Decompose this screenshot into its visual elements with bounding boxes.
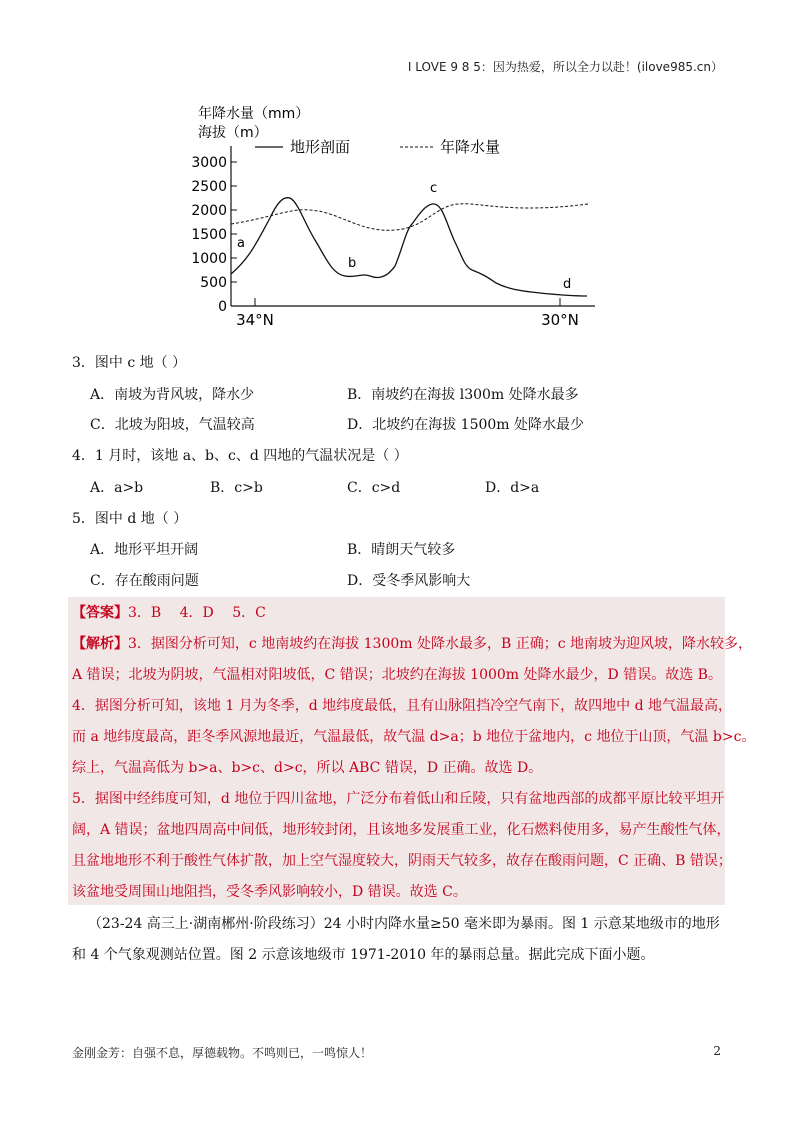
- xtick-34N: 34°N: [236, 311, 274, 329]
- ytick-3000: 3000: [191, 155, 227, 171]
- q4-option-a: A．a>b: [90, 480, 144, 496]
- answer-label: 【答案】: [72, 605, 128, 621]
- legend-precip-label: 年降水量: [440, 138, 501, 156]
- q3-option-d: D．北坡约在海拔 1500m 处降水最少: [347, 417, 585, 433]
- ytick-2000: 2000: [191, 203, 227, 219]
- q3-option-b: B．南坡约在海拔 l300m 处降水最多: [347, 387, 579, 403]
- q4-option-c: C．c>d: [347, 480, 401, 496]
- terrain-curve: [231, 198, 587, 296]
- intro-line-1: （23-24 高三上·湖南郴州·阶段练习）24 小时内降水量≥50 毫米即为暴雨。图 1 示意某地级市的地形: [88, 916, 720, 932]
- q4-stem: 4．1 月时，该地 a、b、c、d 四地的气温状况是（ ）: [72, 448, 408, 464]
- q3-option-a: A．南坡为背风坡，降水少: [90, 387, 255, 403]
- xtick-30N: 30°N: [541, 311, 579, 329]
- analysis-line-3: 4．据图分析可知，该地 1 月为冬季，d 地纬度最低，且有山脉阻挡冷空气南下，故四地中 d 地气温最高，: [72, 698, 732, 714]
- analysis-line-2: A 错误；北坡为阴坡，气温相对阳坡低，C 错误；北坡约在海拔 1000m 处降水最少，D 错误。故选 B。: [72, 667, 722, 683]
- q5-option-d: D．受冬季风影响大: [347, 573, 471, 589]
- analysis-line-7: 阔，A 错误；盆地四周高中间低，地形较封闭，且该地多发展重工业，化石燃料使用多，易产生酸性气体，: [72, 822, 731, 838]
- ylabel-precip: 年降水量（mm）: [198, 106, 310, 122]
- q5-stem: 5．图中 d 地（ ）: [72, 511, 188, 527]
- legend-terrain-label: 地形剖面: [290, 138, 351, 156]
- precip-curve: [231, 204, 588, 231]
- q3-stem: 3．图中 c 地（ ）: [72, 355, 187, 371]
- analysis-line-9: 该盆地受周围山地阻挡，受冬季风影响较小，D 错误。故选 C。: [72, 884, 467, 900]
- page-header: I LOVE 9 8 5：因为热爱，所以全力以赴！(ilove985.cn）: [407, 60, 723, 74]
- terrain-precipitation-figure: [180, 100, 620, 335]
- ytick-1500: 1500: [191, 227, 227, 243]
- ytick-0: 0: [218, 299, 227, 315]
- q4-option-b: B．c>b: [210, 480, 263, 496]
- q3-option-c: C．北坡为阳坡，气温较高: [90, 417, 255, 433]
- answer-line: [72, 602, 266, 622]
- analysis-line-1: [72, 633, 752, 653]
- point-d-label: d: [563, 277, 572, 292]
- point-c-label: c: [430, 181, 438, 196]
- ytick-1000: 1000: [191, 251, 227, 267]
- ylabel-elevation: 海拔（m）: [198, 125, 268, 141]
- analysis-line-6: 5．据图中经纬度可知，d 地位于四川盆地，广泛分布着低山和丘陵，只有盆地西部的成都平原比较平坦开: [72, 791, 725, 807]
- ytick-2500: 2500: [191, 179, 227, 195]
- analysis-line-4: 而 a 地纬度最高，距冬季风源地最近，气温最低，故气温 d>a；b 地位于盆地内，c 地位于山顶，气温 b>c。: [72, 729, 756, 745]
- figure-svg: [180, 100, 620, 335]
- analysis-line-5: 综上，气温高低为 b>a、b>c、d>c，所以 ABC 错误，D 正确。故选 D。: [72, 760, 543, 776]
- q5-option-a: A．地形平坦开阔: [90, 542, 199, 558]
- analysis-line-8: 且盆地地形不利于酸性气体扩散，加上空气湿度较大，阴雨天气较多，故存在酸雨问题，C 正确、B 错误；: [72, 853, 732, 869]
- point-a-label: a: [237, 236, 245, 251]
- page-number: 2: [713, 1044, 721, 1058]
- analysis-text-1: 3．据图分析可知，c 地南坡约在海拔 1300m 处降水最多，B 正确；c 地南坡为迎风坡，降水较多，: [128, 636, 753, 652]
- q5-option-c: C．存在酸雨问题: [90, 573, 199, 589]
- page-footer: [72, 1044, 721, 1061]
- point-b-label: b: [348, 256, 357, 271]
- y-ticks: [231, 162, 237, 282]
- intro-line-2: 和 4 个气象观测站位置。图 2 示意该地级市 1971-2010 年的暴雨总量。据此完成下面小题。: [72, 947, 655, 963]
- analysis-label: 【解析】: [72, 636, 128, 652]
- q4-option-d: D．d>a: [485, 480, 540, 496]
- answer-text: 3．B 4．D 5．C: [128, 605, 266, 621]
- q5-option-b: B．晴朗天气较多: [347, 542, 456, 558]
- footer-motto: 金刚金芳：自强不息，厚德载物。不鸣则已，一鸣惊人！: [72, 1046, 373, 1060]
- ytick-500: 500: [200, 275, 227, 291]
